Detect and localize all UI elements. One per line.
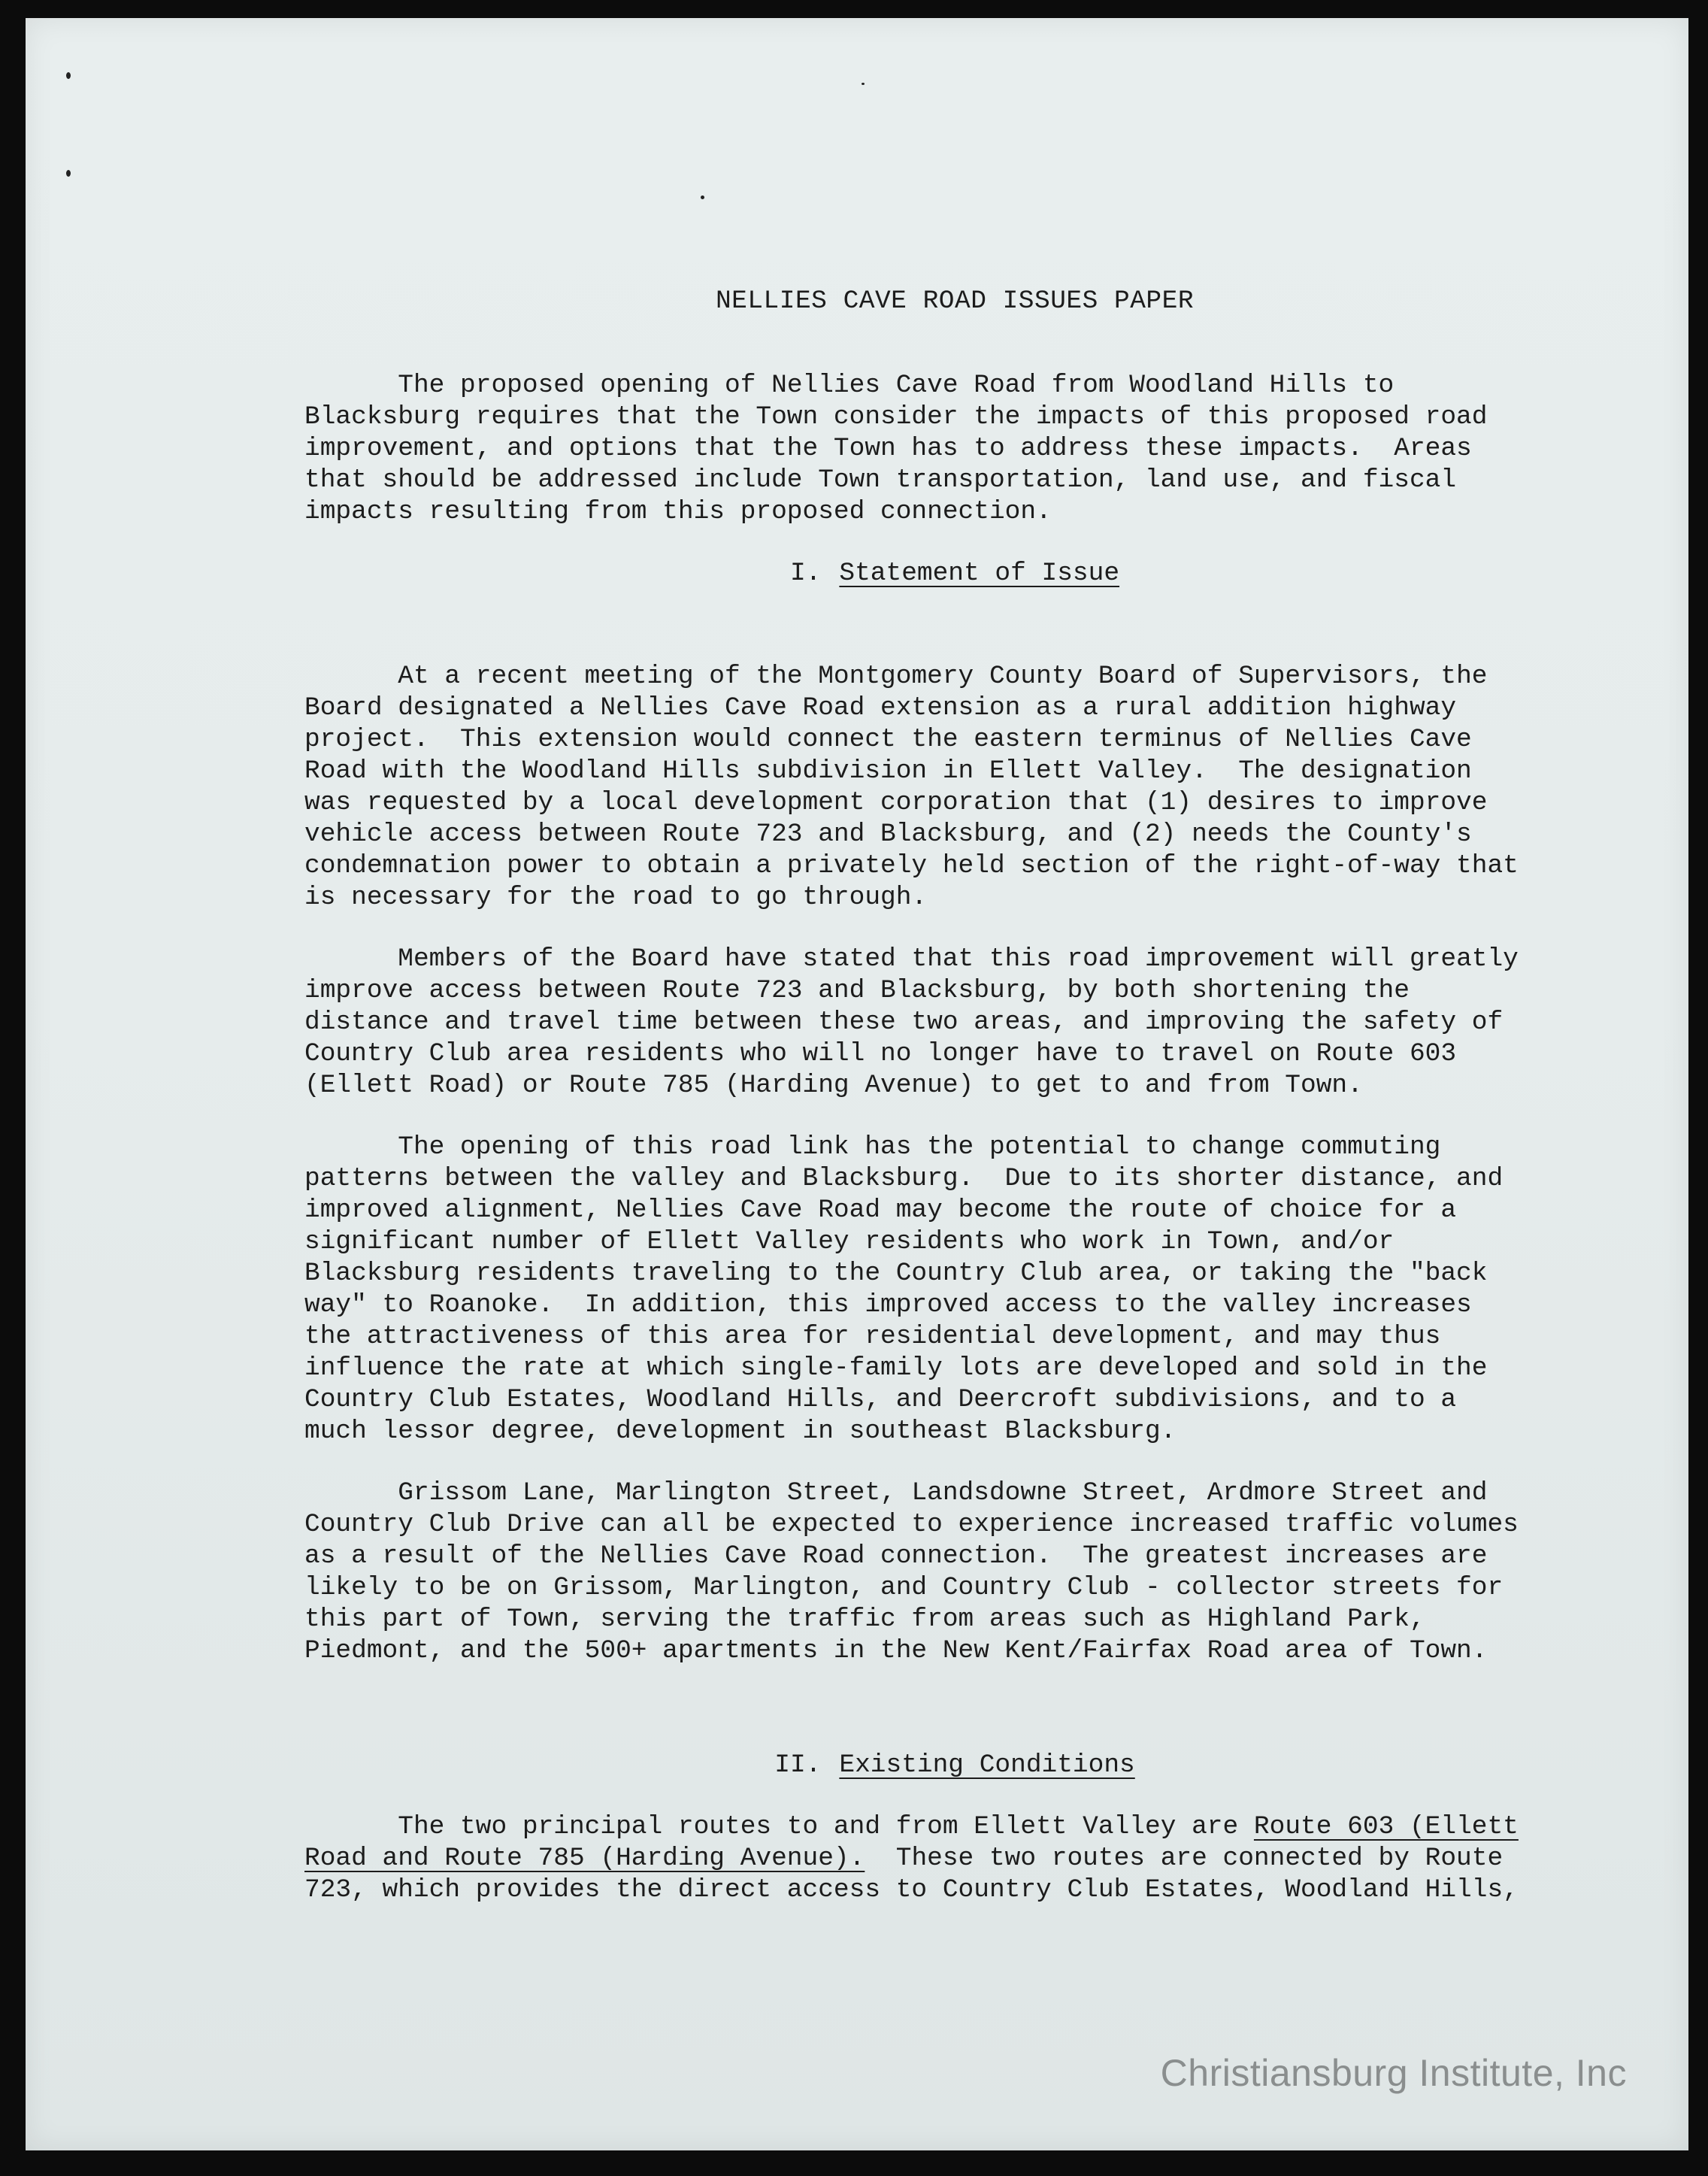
section-title: Statement of Issue [839,559,1120,588]
paragraph: Grissom Lane, Marlington Street, Landsdowne Street, Ardmore Street and Country Club Drive can all be expected to experience increased traffic volumes as a result of the Nellies Cave Road connection. The greatest increases are likely to be on Grissom, Marlington, and Country Club - collector streets for this part of Town, serving the traffic from areas such as Highland Park, Piedmont, and the 500+ apartments in the New Kent/Fairfax Road area of Town. [304,1478,1519,1665]
paragraph-trailing-text: These two routes are connected by Route 723, which provides the direct access to Country Club Estates, Woodland Hills, [304,1844,1519,1905]
scan-speck [862,83,865,85]
scan-speck [66,72,71,79]
paragraph: At a recent meeting of the Montgomery County Board of Supervisors, the Board designated a Nellies Cave Road extension as a rural addition highway project. This extension would connect the eastern terminus of Nellies Cave Road with the Woodland Hills subdivision in Ellett Valley. The designation was requested by a local development corporation that (1) desires to improve vehicle access between Route 723 and Blacksburg, and (2) needs the County's condemnation power to obtain a privately held section of the right-of-way that is necessary for the road to go through. [304,662,1519,912]
document-body [304,286,1605,1936]
underlined-route-text: Route 603 (Ellett Road and Route 785 (Harding Avenue). [304,1812,1519,1873]
intro-paragraph: The proposed opening of Nellies Cave Road from Woodland Hills to Blacksburg requires that the Town consider the impacts of this proposed road improvement, and options that the Town has to address these impacts. Areas that should be addressed include Town transportation, land use, and fiscal impacts resulting from this proposed connection. [304,371,1488,526]
paragraph: The opening of this road link has the potential to change commuting patterns between the valley and Blacksburg. Due to its shorter distance, and improved alignment, Nellies Cave Road may become the route of choice for a significant number of Ellett Valley residents who work in Town, and/or Blacksburg residents traveling to the Country Club area, or taking the "back way" to Roanoke. In addition, this improved access to the valley increases the attractiveness of this area for residential development, and may thus influence the rate at which single-family lots are developed and sold in the Country Club Estates, Woodland Hills, and Deercroft subdivisions, and to a much lessor degree, development in southeast Blacksburg. [304,1132,1504,1446]
watermark: Christiansburg Institute, Inc [1160,2052,1627,2094]
section-heading-existing-conditions [304,1750,1605,1781]
scan-speck [66,170,71,177]
paragraph-lead-text: The two principal routes to and from Ellett Valley are [304,1812,1254,1841]
scan-speck [701,195,704,199]
section-heading-statement-of-issue [304,558,1605,589]
section-number: II. [774,1750,822,1780]
section-number: I. [789,559,822,588]
document-title: NELLIES CAVE ROAD ISSUES PAPER [715,286,1195,316]
section-title: Existing Conditions [839,1750,1135,1780]
existing-conditions-paragraph [304,1811,1605,1906]
paragraph: Members of the Board have stated that this road improvement will greatly improve access between Route 723 and Blacksburg, by both shortening the distance and travel time between these two areas, and improving the safety of Country Club area residents who will no longer have to travel on Route 603 (Ellett Road) or Route 785 (Harding Avenue) to get to and from Town. [304,944,1519,1100]
